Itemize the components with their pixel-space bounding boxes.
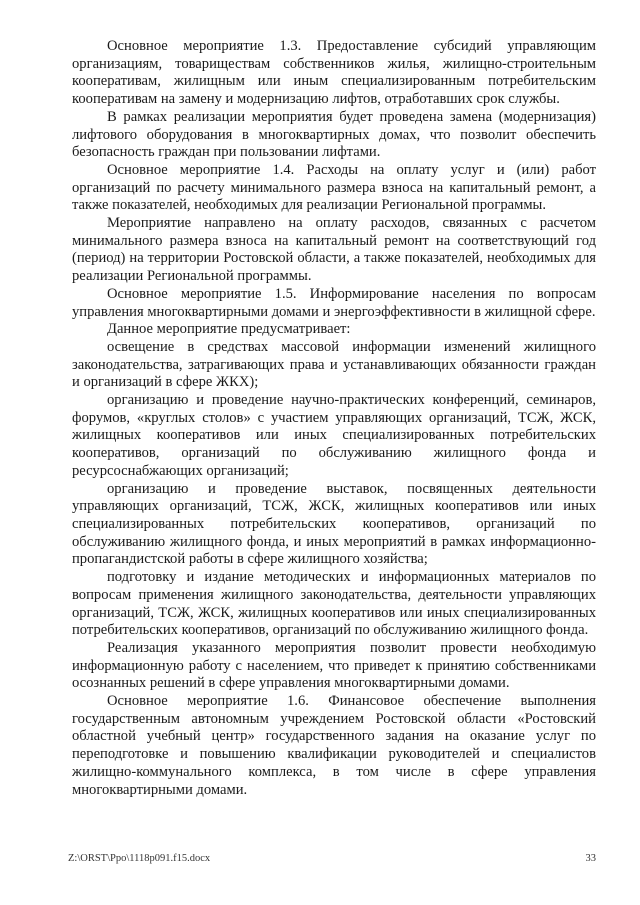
paragraph-measure-1-4: Основное мероприятие 1.4. Расходы на оплату услуг и (или) работ организаций по расчету минимального размера взноса на капитальный ремонт, а также показателей, необходимых для реализации Региональной программы.	[72, 161, 596, 214]
paragraph-calculation-expenses: Мероприятие направлено на оплату расходов, связанных с расчетом минимального размера взноса на капитальный ремонт на соответствующий год (период) на территории Ростовской области, а также показателей, необходимых для реализации Региональной программы.	[72, 215, 596, 285]
paragraph-measure-1-3: Основное мероприятие 1.3. Предоставление субсидий управляющим организациям, товариществам собственников жилья, жилищно-строительным кооперативам, жилищным или иным специализированным потребительским кооперативам на замену и модернизацию лифтов, отработавших срок службы.	[72, 38, 596, 108]
list-item-conferences: организацию и проведение научно-практических конференций, семинаров, форумов, «круглых столов» с участием управляющих организаций, ТСЖ, ЖСК, жилищных кооперативов или иных специализированных потребительских кооперативов, организаций по обслуживанию жилищного фонда и ресурсоснабжающих организаций;	[72, 392, 596, 479]
paragraph-implementation-result: Реализация указанного мероприятия позволит провести необходимую информационную работу с населением, что приведет к принятию собственниками осознанных решений в сфере управления многоквартирными домами.	[72, 639, 596, 692]
list-item-media-coverage: освещение в средствах массовой информации изменений жилищного законодательства, затрагивающих права и устанавливающих обязанности граждан и организаций в сфере ЖКХ);	[72, 338, 596, 391]
list-item-methodical-materials: подготовку и издание методических и информационных материалов по вопросам применения жилищного законодательства, деятельности управляющих организаций, ТСЖ, ЖСК, жилищных кооперативов или иных специализированных потребительских кооперативов, организаций по обслуживанию жилищного фонда.	[72, 569, 596, 639]
paragraph-elevator-replacement: В рамках реализации мероприятия будет проведена замена (модернизация) лифтового оборудования в многоквартирных домах, что позволит обеспечить безопасность граждан при пользовании лифтами.	[72, 108, 596, 161]
paragraph-measure-provides: Данное мероприятие предусматривает:	[107, 321, 351, 338]
page-footer	[68, 853, 596, 864]
footer-file-path: Z:\ORST\Ppo\1118p091.f15.docx	[68, 853, 211, 864]
list-item-exhibitions: организацию и проведение выставок, посвященных деятельности управляющих организаций, ТСЖ, ЖСК, жилищных кооперативов или иных специализированных потребительских кооперативов, организаций по обслуживанию жилищного фонда, и иных мероприятий в рамках информационно-пропагандистской работы в сфере жилищного хозяйства;	[72, 480, 596, 568]
paragraph-measure-1-5: Основное мероприятие 1.5. Информирование населения по вопросам управления многоквартирными домами и энергоэффективности в жилищной сфере.	[72, 285, 596, 320]
document-body	[72, 38, 596, 799]
paragraph-measure-1-6: Основное мероприятие 1.6. Финансовое обеспечение выполнения государственным автономным учреждением Ростовской области «Ростовский областной учебный центр» государственного задания на оказание услуг по переподготовке и повышению квалификации руководителей и специалистов жилищно-коммунального комплекса, в том числе в сфере управления многоквартирными домами.	[72, 693, 596, 798]
page-number: 33	[585, 853, 596, 864]
